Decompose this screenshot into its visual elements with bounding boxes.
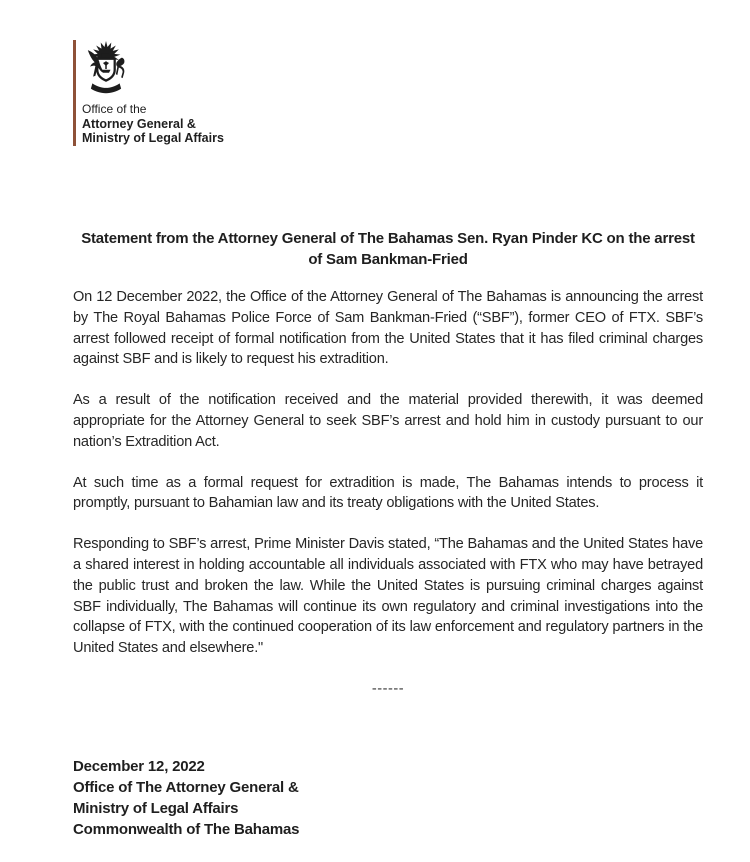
paragraph-custody: As a result of the notification received and the material provided therewith, it was deemed appropriate for the Attorney General to seek SBF’s arrest and hold him in custody pursuant to our nation’s Extradition Act.: [73, 392, 703, 450]
signature-country: Commonwealth of The Bahamas: [73, 820, 300, 838]
title-line-2: of Sam Bankman-Fried: [308, 251, 468, 268]
statement-title: [73, 228, 703, 270]
org-line-1: Office of the: [82, 102, 147, 116]
letterhead: [73, 40, 224, 146]
letterhead-accent-bar: [73, 40, 76, 146]
signature-date: December 12, 2022: [73, 757, 205, 775]
signature-ministry: Ministry of Legal Affairs: [73, 799, 239, 817]
paragraph-pm-quote: Responding to SBF’s arrest, Prime Minister Davis stated, “The Bahamas and the United States have a shared interest in holding accountable all individuals associated with FTX who may have betrayed the public trust and broken the law. While the United States is pursuing criminal charges against SBF individually, The Bahamas will continue its own regulatory and criminal investigations into the collapse of FTX, with the continued cooperation of its law enforcement and regulatory partners in the United States and elsewhere.": [73, 536, 703, 657]
signature-office: Office of The Attorney General &: [73, 778, 299, 796]
paragraph-announcement: On 12 December 2022, the Office of the Attorney General of The Bahamas is announcing the arrest by The Royal Bahamas Police Force of Sam Bankman-Fried (“SBF”), former CEO of FTX. SBF’s arrest followed receipt of formal notification from the United States that it has filed criminal charges against SBF and is likely to request his extradition.: [73, 289, 703, 368]
signature-block: [73, 756, 703, 840]
title-line-1: Statement from the Attorney General of The Bahamas Sen. Ryan Pinder KC on the arrest: [81, 230, 695, 247]
org-line-3: Ministry of Legal Affairs: [82, 131, 224, 145]
paragraph-extradition: At such time as a formal request for extradition is made, The Bahamas intends to process it promptly, pursuant to Bahamian law and its treaty obligations with the United States.: [73, 474, 703, 512]
separator-dashes: ------: [371, 680, 405, 697]
org-line-2: Attorney General &: [82, 116, 196, 131]
statement-body: [73, 287, 703, 840]
bahamas-coat-of-arms-icon: [83, 41, 129, 97]
